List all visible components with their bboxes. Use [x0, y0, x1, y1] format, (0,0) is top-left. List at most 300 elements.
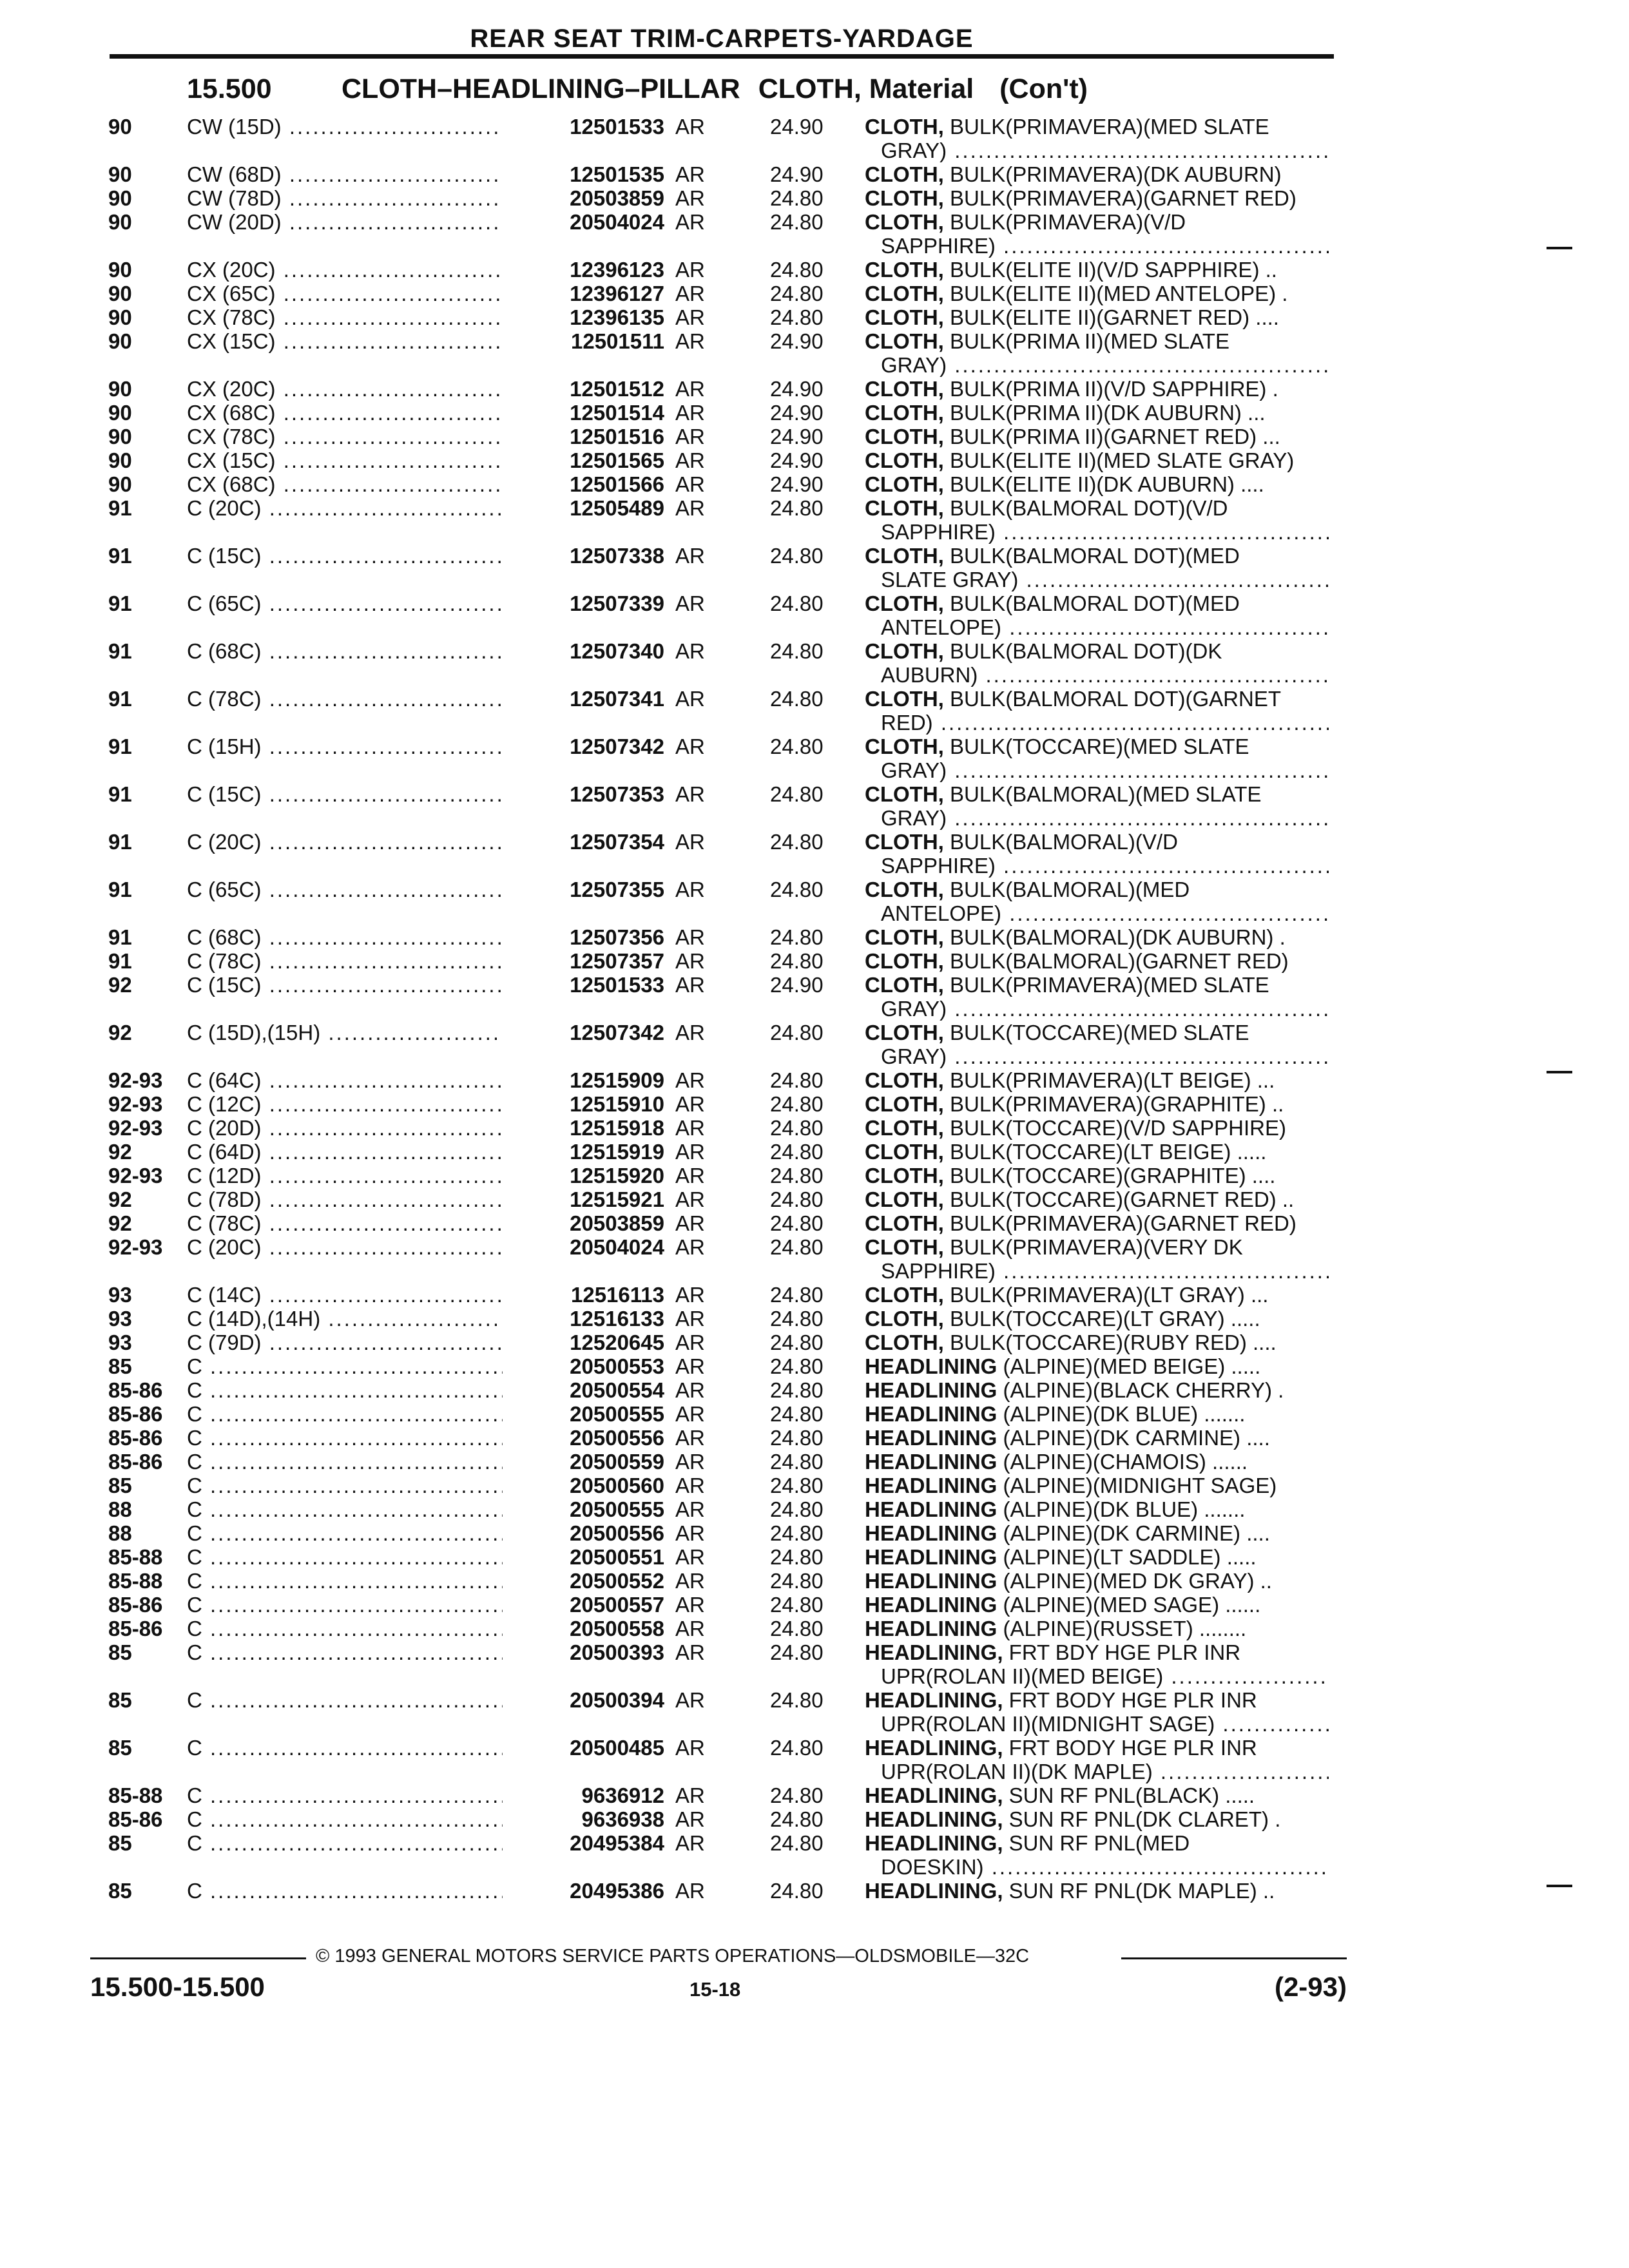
description-text: BULK(PRIMAVERA)(GRAPHITE) ..: [943, 1092, 1284, 1116]
model-year: 91: [108, 639, 132, 663]
part-number: 20500556: [503, 1521, 664, 1545]
model-year: 92-93: [108, 1164, 163, 1187]
description: [865, 878, 1329, 901]
part-number: 12396135: [503, 305, 664, 329]
model-year: 85-88: [108, 1569, 163, 1593]
unit: AR: [675, 282, 705, 305]
part-entry-line: [0, 591, 1629, 615]
part-entry-continuation: [0, 1760, 1629, 1783]
model-year: 85-86: [108, 1378, 163, 1402]
description-keyword: CLOTH,: [865, 925, 944, 949]
description-text: BULK(PRIMA II)(MED SLATE: [943, 329, 1229, 353]
unit: AR: [675, 1402, 705, 1426]
description-continuation: ANTELOPE) .....: [881, 615, 1329, 639]
price: 24.80: [770, 735, 824, 758]
body-code: C (78C) .....: [187, 687, 528, 711]
description-text: BULK(PRIMA II)(GARNET RED) ...: [943, 425, 1280, 448]
part-entry: [0, 1807, 1629, 1831]
part-number: 12501535: [503, 162, 664, 186]
description-text: (ALPINE)(LT SADDLE) .....: [997, 1545, 1257, 1569]
description: [865, 1187, 1329, 1211]
model-year: 85-86: [108, 1617, 163, 1640]
parts-list: [0, 115, 1629, 1903]
description-text: BULK(ELITE II)(MED ANTELOPE) .: [943, 282, 1288, 305]
description: [865, 1617, 1329, 1640]
price: 24.80: [770, 1068, 824, 1092]
description: [865, 1307, 1329, 1331]
margin-tick: [1547, 247, 1572, 249]
part-entry-line: [0, 425, 1629, 448]
model-year: 91: [108, 591, 132, 615]
description-keyword: HEADLINING: [865, 1474, 998, 1497]
description-keyword: HEADLINING: [865, 1378, 998, 1402]
part-number: 20503859: [503, 1211, 664, 1235]
description-text: SUN RF PNL(MED: [1003, 1831, 1190, 1855]
part-number: 12507339: [503, 591, 664, 615]
body-code: C .....: [187, 1593, 528, 1617]
part-number: 20500555: [503, 1497, 664, 1521]
model-year: 88: [108, 1521, 132, 1545]
unit: AR: [675, 1283, 705, 1307]
model-year: 91: [108, 544, 132, 568]
description-keyword: CLOTH,: [865, 162, 944, 186]
description-keyword: CLOTH,: [865, 401, 944, 425]
description: [865, 1068, 1329, 1092]
description: [865, 1140, 1329, 1164]
part-entry: [0, 1116, 1629, 1140]
unit: AR: [675, 1426, 705, 1450]
body-code: C (64C) .....: [187, 1068, 528, 1092]
description-keyword: CLOTH,: [865, 329, 944, 353]
description-continuation: GRAY) .....: [881, 997, 1329, 1021]
part-number: 12507338: [503, 544, 664, 568]
description-text: BULK(PRIMAVERA)(DK AUBURN): [943, 162, 1282, 186]
body-code: C (15C) .....: [187, 544, 528, 568]
model-year: 91: [108, 687, 132, 711]
description: [865, 544, 1329, 568]
body-code: C (20C) .....: [187, 830, 528, 854]
part-entry: [0, 925, 1629, 949]
part-entry: [0, 1688, 1629, 1736]
part-number: 9636938: [503, 1807, 664, 1831]
price: 24.80: [770, 1354, 824, 1378]
model-year: 90: [108, 258, 132, 282]
description-keyword: HEADLINING,: [865, 1831, 1003, 1855]
unit: AR: [675, 472, 705, 496]
description-keyword: HEADLINING: [865, 1521, 998, 1545]
model-year: 91: [108, 830, 132, 854]
unit: AR: [675, 210, 705, 234]
margin-tick: [1547, 1885, 1572, 1887]
part-entry-line: [0, 1092, 1629, 1116]
body-code: C .....: [187, 1354, 528, 1378]
description-keyword: CLOTH,: [865, 496, 944, 520]
unit: AR: [675, 305, 705, 329]
price: 24.80: [770, 1783, 824, 1807]
unit: AR: [675, 496, 705, 520]
model-year: 93: [108, 1307, 132, 1331]
part-entry-continuation: [0, 615, 1629, 639]
footer-date: (2-93): [1274, 1972, 1347, 2002]
part-entry-line: [0, 973, 1629, 997]
part-number: 12507341: [503, 687, 664, 711]
part-entry-line: [0, 782, 1629, 806]
part-entry: [0, 258, 1629, 282]
part-number: 12515920: [503, 1164, 664, 1187]
body-code: CW (15D) .....: [187, 115, 528, 139]
part-entry: [0, 639, 1629, 687]
description-keyword: CLOTH,: [865, 1187, 944, 1211]
part-entry: [0, 1021, 1629, 1068]
part-entry-line: [0, 1235, 1629, 1259]
body-code: CX (15C) .....: [187, 329, 528, 353]
body-code: C .....: [187, 1497, 528, 1521]
description: [865, 1164, 1329, 1187]
description-keyword: HEADLINING: [865, 1497, 998, 1521]
unit: AR: [675, 639, 705, 663]
part-entry: [0, 425, 1629, 448]
part-entry-line: [0, 1593, 1629, 1617]
body-code: C .....: [187, 1617, 528, 1640]
description-text: BULK(ELITE II)(V/D SAPPHIRE) ..: [943, 258, 1277, 282]
description-keyword: HEADLINING,: [865, 1688, 1003, 1712]
body-code: C .....: [187, 1640, 528, 1664]
body-code: C (12D) .....: [187, 1164, 528, 1187]
price: 24.80: [770, 1402, 824, 1426]
description-keyword: HEADLINING,: [865, 1640, 1003, 1664]
part-entry: [0, 210, 1629, 258]
price: 24.80: [770, 1450, 824, 1474]
part-number: 12507356: [503, 925, 664, 949]
body-code: CX (78C) .....: [187, 305, 528, 329]
unit: AR: [675, 1235, 705, 1259]
unit: AR: [675, 401, 705, 425]
part-entry: [0, 329, 1629, 377]
description-text: BULK(ELITE II)(DK AUBURN) ....: [943, 472, 1264, 496]
unit: AR: [675, 377, 705, 401]
part-entry: [0, 282, 1629, 305]
part-entry-line: [0, 830, 1629, 854]
description: [865, 830, 1329, 854]
description-text: BULK(TOCCARE)(LT BEIGE) .....: [943, 1140, 1267, 1164]
price: 24.90: [770, 425, 824, 448]
price: 24.80: [770, 258, 824, 282]
description: [865, 258, 1329, 282]
description-text: FRT BODY HGE PLR INR: [1003, 1736, 1257, 1760]
description: [865, 1521, 1329, 1545]
unit: AR: [675, 1640, 705, 1664]
description-text: (ALPINE)(CHAMOIS) ......: [997, 1450, 1248, 1474]
unit: AR: [675, 1354, 705, 1378]
price: 24.80: [770, 1283, 824, 1307]
body-code: C (20C) .....: [187, 1235, 528, 1259]
part-entry-line: [0, 687, 1629, 711]
part-number: 20495386: [503, 1879, 664, 1903]
description-text: BULK(PRIMAVERA)(V/D: [943, 210, 1186, 234]
price: 24.80: [770, 1497, 824, 1521]
description: [865, 210, 1329, 234]
part-entry-continuation: [0, 711, 1629, 735]
part-entry: [0, 1593, 1629, 1617]
body-code: C .....: [187, 1378, 528, 1402]
description-text: BULK(ELITE II)(MED SLATE GRAY): [943, 448, 1295, 472]
part-entry: [0, 1736, 1629, 1783]
unit: AR: [675, 973, 705, 997]
model-year: 85: [108, 1736, 132, 1760]
part-entry: [0, 1378, 1629, 1402]
description: [865, 925, 1329, 949]
description-keyword: CLOTH,: [865, 186, 944, 210]
description: [865, 1688, 1329, 1712]
model-year: 91: [108, 949, 132, 973]
price: 24.80: [770, 1140, 824, 1164]
description: [865, 1211, 1329, 1235]
body-code: C .....: [187, 1474, 528, 1497]
description-text: (ALPINE)(MED DK GRAY) ..: [997, 1569, 1272, 1593]
description-keyword: HEADLINING,: [865, 1879, 1003, 1903]
unit: AR: [675, 1593, 705, 1617]
part-entry-line: [0, 1021, 1629, 1044]
model-year: 92: [108, 973, 132, 997]
description-text: (ALPINE)(MED SAGE) ......: [997, 1593, 1261, 1617]
part-entry-continuation: [0, 1259, 1629, 1283]
price: 24.80: [770, 639, 824, 663]
footer-page-number: 15-18: [689, 1978, 741, 2001]
part-number: 20504024: [503, 1235, 664, 1259]
description-keyword: CLOTH,: [865, 210, 944, 234]
part-entry-continuation: [0, 758, 1629, 782]
unit: AR: [675, 186, 705, 210]
description: [865, 591, 1329, 615]
part-number: 20500558: [503, 1617, 664, 1640]
price: 24.80: [770, 1474, 824, 1497]
description-continuation: GRAY) .....: [881, 353, 1329, 377]
unit: AR: [675, 1378, 705, 1402]
body-code: CX (20C) .....: [187, 258, 528, 282]
part-number: 12505489: [503, 496, 664, 520]
part-number: 20500556: [503, 1426, 664, 1450]
unit: AR: [675, 1807, 705, 1831]
description-text: BULK(BALMORAL DOT)(DK: [943, 639, 1222, 663]
description-keyword: HEADLINING: [865, 1354, 998, 1378]
unit: AR: [675, 1569, 705, 1593]
model-year: 90: [108, 305, 132, 329]
description-keyword: HEADLINING: [865, 1569, 998, 1593]
part-entry: [0, 1402, 1629, 1426]
model-year: 90: [108, 472, 132, 496]
part-entry-continuation: [0, 997, 1629, 1021]
model-year: 85-86: [108, 1426, 163, 1450]
description-keyword: CLOTH,: [865, 115, 944, 139]
part-number: 12515921: [503, 1187, 664, 1211]
footer-copyright-line: [90, 1946, 1347, 1972]
part-entry-line: [0, 949, 1629, 973]
part-number: 9636912: [503, 1783, 664, 1807]
model-year: 91: [108, 878, 132, 901]
body-code: C (15H) .....: [187, 735, 528, 758]
model-year: 85: [108, 1831, 132, 1855]
unit: AR: [675, 1521, 705, 1545]
description: [865, 735, 1329, 758]
description-text: BULK(TOCCARE)(MED SLATE: [943, 735, 1249, 758]
model-year: 85-88: [108, 1545, 163, 1569]
body-code: C .....: [187, 1879, 528, 1903]
body-code: C (78C) .....: [187, 1211, 528, 1235]
description-keyword: CLOTH,: [865, 282, 944, 305]
description-keyword: CLOTH,: [865, 687, 944, 711]
part-entry-line: [0, 878, 1629, 901]
part-number: 12507342: [503, 1021, 664, 1044]
part-entry: [0, 1474, 1629, 1497]
part-entry-line: [0, 210, 1629, 234]
body-code: C (65C) .....: [187, 878, 528, 901]
part-number: 12515910: [503, 1092, 664, 1116]
part-number: 12501511: [503, 329, 664, 353]
page-title: REAR SEAT TRIM-CARPETS-YARDAGE: [470, 24, 974, 53]
body-code: CX (78C) .....: [187, 425, 528, 448]
part-entry: [0, 1450, 1629, 1474]
part-entry: [0, 1569, 1629, 1593]
description-text: BULK(BALMORAL)(GARNET RED): [943, 949, 1289, 973]
description-text: SUN RF PNL(DK MAPLE) ..: [1003, 1879, 1275, 1903]
description-text: (ALPINE)(RUSSET) ........: [997, 1617, 1247, 1640]
description-keyword: CLOTH,: [865, 1331, 944, 1354]
description-continuation: SAPPHIRE) .....: [881, 520, 1329, 544]
part-number: 20500552: [503, 1569, 664, 1593]
description-keyword: HEADLINING: [865, 1545, 998, 1569]
part-entry-line: [0, 329, 1629, 353]
price: 24.80: [770, 949, 824, 973]
part-entry-line: [0, 1187, 1629, 1211]
price: 24.80: [770, 687, 824, 711]
part-entry-line: [0, 1831, 1629, 1855]
description-text: (ALPINE)(DK BLUE) .......: [997, 1497, 1246, 1521]
part-entry-line: [0, 1164, 1629, 1187]
part-entry: [0, 472, 1629, 496]
model-year: 90: [108, 210, 132, 234]
part-entry: [0, 1354, 1629, 1378]
price: 24.80: [770, 1235, 824, 1259]
part-entry: [0, 1211, 1629, 1235]
price: 24.80: [770, 1688, 824, 1712]
description-text: BULK(PRIMAVERA)(MED SLATE: [943, 115, 1269, 139]
part-number: 12507354: [503, 830, 664, 854]
body-code: C .....: [187, 1831, 528, 1855]
body-code: C (65C) .....: [187, 591, 528, 615]
description: [865, 1879, 1329, 1903]
description-keyword: CLOTH,: [865, 830, 944, 854]
price: 24.80: [770, 878, 824, 901]
description-continuation: AUBURN) .....: [881, 663, 1329, 687]
part-entry-line: [0, 1354, 1629, 1378]
part-entry-line: [0, 1140, 1629, 1164]
description-keyword: HEADLINING: [865, 1450, 998, 1474]
part-entry: [0, 186, 1629, 210]
price: 24.90: [770, 329, 824, 353]
description-continuation: GRAY) .....: [881, 806, 1329, 830]
part-entry-line: [0, 186, 1629, 210]
description-text: SUN RF PNL(DK CLARET) .: [1003, 1807, 1281, 1831]
unit: AR: [675, 925, 705, 949]
unit: AR: [675, 1116, 705, 1140]
part-entry: [0, 1640, 1629, 1688]
unit: AR: [675, 1497, 705, 1521]
model-year: 90: [108, 448, 132, 472]
price: 24.80: [770, 1545, 824, 1569]
description: [865, 1831, 1329, 1855]
model-year: 85: [108, 1474, 132, 1497]
part-entry: [0, 687, 1629, 735]
part-number: 12501512: [503, 377, 664, 401]
price: 24.80: [770, 1593, 824, 1617]
part-entry: [0, 1879, 1629, 1903]
description-keyword: HEADLINING: [865, 1593, 998, 1617]
model-year: 85-86: [108, 1450, 163, 1474]
body-code: CX (15C) .....: [187, 448, 528, 472]
description: [865, 1426, 1329, 1450]
description: [865, 1402, 1329, 1426]
description-text: BULK(TOCCARE)(LT GRAY) .....: [943, 1307, 1260, 1331]
part-number: 12507342: [503, 735, 664, 758]
description-keyword: CLOTH,: [865, 1068, 944, 1092]
part-entry-line: [0, 496, 1629, 520]
body-code: C (15C) .....: [187, 973, 528, 997]
model-year: 92: [108, 1140, 132, 1164]
description-text: BULK(BALMORAL DOT)(MED: [943, 591, 1240, 615]
part-entry-line: [0, 735, 1629, 758]
part-entry-line: [0, 472, 1629, 496]
unit: AR: [675, 448, 705, 472]
part-entry: [0, 1331, 1629, 1354]
model-year: 92: [108, 1187, 132, 1211]
price: 24.80: [770, 1021, 824, 1044]
description-text: BULK(BALMORAL DOT)(V/D: [943, 496, 1228, 520]
body-code: C (68C) .....: [187, 925, 528, 949]
part-entry-continuation: [0, 234, 1629, 258]
description-text: BULK(BALMORAL)(V/D: [943, 830, 1178, 854]
model-year: 91: [108, 782, 132, 806]
model-year: 85: [108, 1354, 132, 1378]
description: [865, 496, 1329, 520]
description: [865, 425, 1329, 448]
description-text: BULK(PRIMA II)(V/D SAPPHIRE) .: [943, 377, 1278, 401]
description: [865, 639, 1329, 663]
price: 24.80: [770, 1640, 824, 1664]
description-keyword: CLOTH,: [865, 472, 944, 496]
description-text: (ALPINE)(DK BLUE) .......: [997, 1402, 1246, 1426]
description: [865, 1021, 1329, 1044]
price: 24.80: [770, 1211, 824, 1235]
model-year: 90: [108, 186, 132, 210]
part-number: 12501565: [503, 448, 664, 472]
body-code: C .....: [187, 1450, 528, 1474]
unit: AR: [675, 115, 705, 139]
part-entry: [0, 305, 1629, 329]
description: [865, 1736, 1329, 1760]
model-year: 92-93: [108, 1068, 163, 1092]
part-number: 12396123: [503, 258, 664, 282]
unit: AR: [675, 544, 705, 568]
part-number: 12507357: [503, 949, 664, 973]
description-keyword: CLOTH,: [865, 1307, 944, 1331]
model-year: 90: [108, 115, 132, 139]
body-code: CX (65C) .....: [187, 282, 528, 305]
description: [865, 1354, 1329, 1378]
description-keyword: CLOTH,: [865, 1283, 944, 1307]
description: [865, 1283, 1329, 1307]
part-entry-line: [0, 1402, 1629, 1426]
part-entry: [0, 1783, 1629, 1807]
